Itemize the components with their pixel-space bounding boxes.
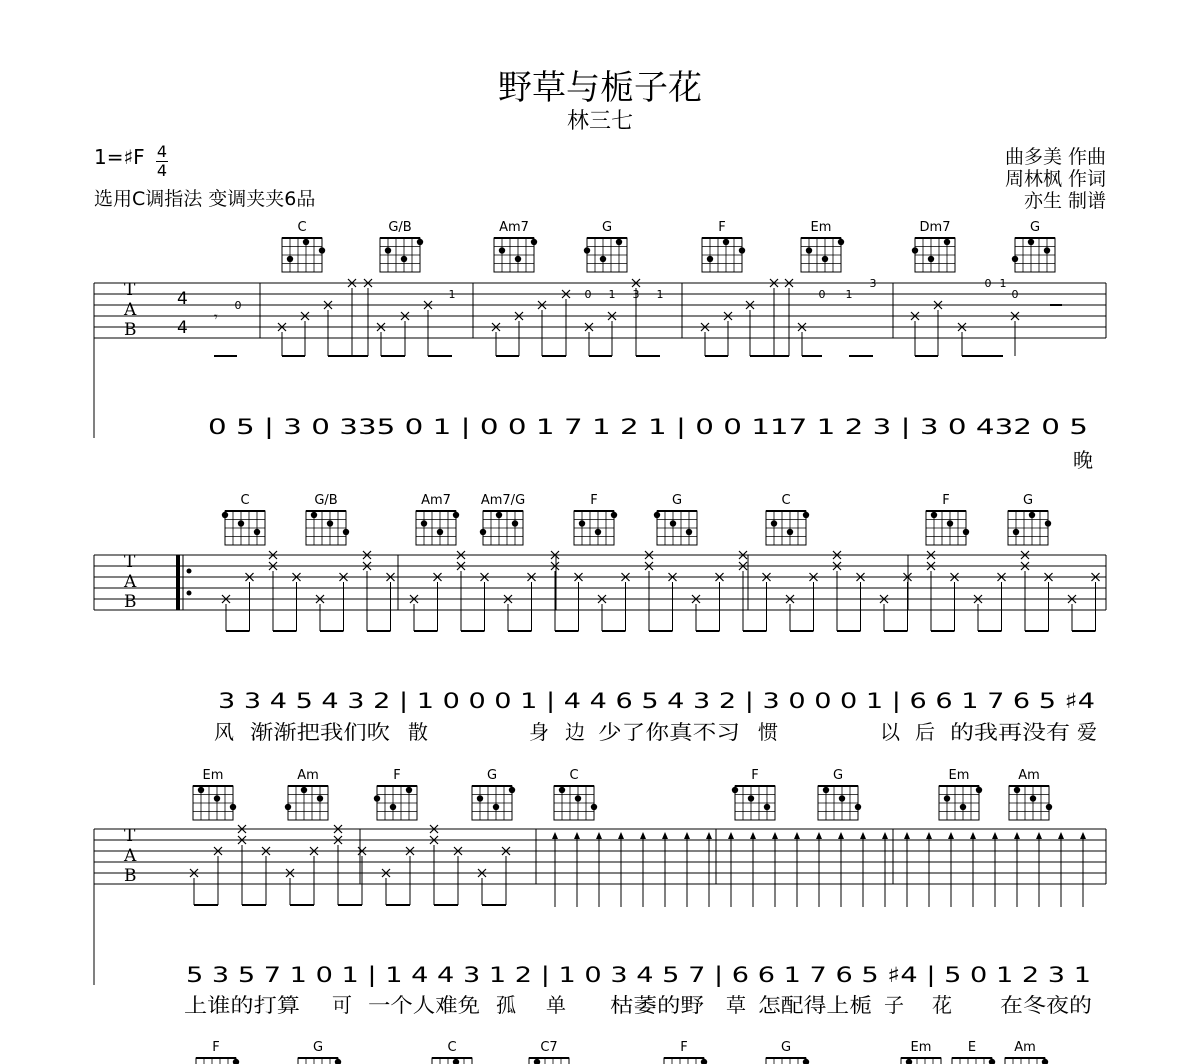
tab-fret-number: 0 [234,299,242,312]
strum-arrow-icon [706,832,712,839]
chord-dot [406,787,412,793]
chord-name: Am7 [499,220,529,235]
strum-arrow-icon [750,832,756,839]
chord-dot [600,256,606,262]
lyric-line-1-0: 晚 [1073,448,1093,472]
tab-fret-number: 1 [656,288,664,301]
repeat-dot [187,591,192,596]
chord-dot [285,804,291,810]
lyric-line-3-0: 上谁的打算 [184,993,300,1017]
lyric-line-3-1: 可 [332,993,352,1017]
tab-fret-number: 1 [448,288,456,301]
chord-dot [944,239,950,245]
lyric-line-3-3: 孤 [496,993,516,1017]
chord-dot [591,804,597,810]
chord-name: G [1029,220,1041,235]
arranger-credit: 亦生 制谱 [1023,190,1106,212]
chord-dot [1029,512,1035,518]
chord-dot [238,520,244,526]
strum-arrow-icon [728,832,734,839]
chord-dot [515,256,521,262]
tab-fret-number: 1 [999,277,1007,290]
chord-dot [499,247,505,253]
chord-name: Am7/G [480,493,526,508]
chord-dot [385,247,391,253]
chord-name: G [1022,493,1034,508]
chord-dot [1046,804,1052,810]
chord-dot [512,520,518,526]
chord-dot [1013,529,1019,535]
chord-dot [559,787,565,793]
chord-dot [534,1059,540,1064]
chord-dot [686,529,692,535]
capo-note: 选用C调指法 变调夹夹6品 [94,188,316,210]
chord-name: G/B [314,493,338,508]
chord-dot [764,804,770,810]
chord-name: Am7 [421,493,451,508]
chord-name: E [967,1040,977,1055]
lyric-line-2-10: 爱 [1077,720,1097,744]
time-signature-top: 4 [156,142,168,161]
chord-name: F [942,493,950,508]
chord-dot [493,804,499,810]
chord-dot [421,520,427,526]
chord-name: F [718,220,726,235]
strum-arrow-icon [1036,832,1042,839]
strum-arrow-icon [618,832,624,839]
chord-dot [963,529,969,535]
tab-timesig-top: 4 [177,289,188,309]
chord-name: F [680,1040,688,1055]
chord-name: G [832,768,844,783]
chord-dot [654,512,660,518]
tab-fret-number: 0 [584,288,592,301]
strum-arrow-icon [596,832,602,839]
chord-name: F [212,1040,220,1055]
chord-dot [390,804,396,810]
strum-arrow-icon [948,832,954,839]
chord-dot [480,529,486,535]
chord-dot [335,1059,341,1064]
strum-arrow-icon [684,832,690,839]
tab-fret-number: 3 [869,277,877,290]
chord-dot [806,247,812,253]
song-title: 野草与栀子花 [498,68,702,108]
chord-dot [803,512,809,518]
chord-dot [823,787,829,793]
lyric-line-2-5: 少了你真不习 [598,720,740,744]
strum-arrow-icon [970,832,976,839]
chord-name: C [569,768,579,783]
chord-dot [222,512,228,518]
chord-dot [822,256,828,262]
lyric-line-2-2: 散 [408,720,428,744]
chord-dot [707,256,713,262]
strum-arrow-icon [1080,832,1086,839]
chord-dot [509,787,515,793]
chord-dot [233,1059,239,1064]
chord-name: C [781,493,791,508]
chord-dot [287,256,293,262]
chord-dot [343,529,349,535]
tab-clef-letter: T [124,826,136,846]
chord-name: Am [297,768,319,783]
chord-dot [327,520,333,526]
chord-dot [670,520,676,526]
tab-clef-letter: A [124,572,137,592]
chord-dot [303,239,309,245]
chord-dot [401,256,407,262]
jianpu-line-1: 0 5 | 3 0 335 0 1 | 0 0 1 7 1 2 1 | 0 0 117 1 2 3 | 3 0 432 0 5 [208,415,838,439]
tab-eighth-rest: 𝄾 [214,309,218,326]
chord-name: G [780,1040,792,1055]
chord-name: Em [948,768,970,783]
chord-name: G [671,493,683,508]
jianpu-line-2: 3 3 4 5 4 3 2 | 1 0 0 0 1 | 4 4 6 5 4 3 2 | 3 0 0 0 1 | 6 6 1 7 6 5 ♯4 [218,689,898,713]
lyric-line-2-6: 惯 [758,720,778,744]
lyricist-credit: 周林枫 作词 [1004,168,1106,190]
chord-dot [803,1059,809,1064]
tab-fret-number: 1 [845,288,853,301]
lyric-line-3-10: 在冬夜的 [1000,993,1092,1017]
chord-name: C [447,1040,457,1055]
strum-arrow-icon [662,832,668,839]
chord-dot [739,247,745,253]
tab-clef-letter: B [124,592,137,612]
chord-dot [198,787,204,793]
chord-dot [931,512,937,518]
chord-dot [944,795,950,801]
repeat-thick-bar [176,555,180,610]
strum-arrow-icon [882,832,888,839]
lyric-line-2-3: 身 [529,720,549,744]
tab-fret-number: 1 [608,288,616,301]
strum-arrow-icon [860,832,866,839]
strum-arrow-icon [640,832,646,839]
chord-name: Em [202,768,224,783]
lyric-line-2-8: 后 [915,720,935,744]
lyric-line-2-1: 渐渐把我们吹 [250,720,390,744]
strum-arrow-icon [772,832,778,839]
chord-name: F [393,768,401,783]
chord-name: Em [910,1040,932,1055]
chord-dot [1044,247,1050,253]
lyric-line-3-7: 怎配得上栀 [758,993,872,1017]
chord-dot [839,795,845,801]
chord-name: C7 [540,1040,558,1055]
chord-name: Em [810,220,832,235]
chord-dot [575,795,581,801]
chord-dot [611,512,617,518]
tab-clef-letter: A [124,300,137,320]
lyric-line-3-8: 子 [884,993,904,1017]
jianpu-line-3: 5 3 5 7 1 0 1 | 1 4 4 3 1 2 | 1 0 3 4 5 7 | 6 6 1 7 6 5 ♯4 | 5 0 1 2 3 1 [186,963,886,987]
chord-name: C [240,493,250,508]
strum-arrow-icon [838,832,844,839]
chord-dot [732,787,738,793]
chord-dot [1028,239,1034,245]
tab-clef-letter: B [124,320,137,340]
chord-dot [595,529,601,535]
chord-dot [254,529,260,535]
composer-credit: 曲多美 作曲 [1004,146,1106,168]
lyric-line-3-9: 花 [932,993,952,1017]
tab-fret-number: 0 [984,277,992,290]
lyric-line-2-4: 边 [565,720,585,744]
chord-dot [311,512,317,518]
chord-name: F [590,493,598,508]
tab-clef-letter: T [124,552,136,572]
strum-arrow-icon [574,832,580,839]
chord-dot [1030,795,1036,801]
lyric-line-3-5: 枯萎的野 [610,993,704,1017]
chord-dot [928,256,934,262]
chord-dot [317,795,323,801]
strum-arrow-icon [1014,832,1020,839]
chord-dot [477,795,483,801]
chord-dot [437,529,443,535]
tab-timesig-bottom: 4 [177,318,188,338]
key-signature: 1=♯F [94,145,145,169]
chord-dot [230,804,236,810]
chord-dot [1045,520,1051,526]
chord-dot [723,239,729,245]
chord-name: C [297,220,307,235]
repeat-dot [187,569,192,574]
strum-arrow-icon [794,832,800,839]
tab-fret-number: 0 [1011,288,1019,301]
strum-arrow-icon [1058,832,1064,839]
chord-dot [1042,1059,1048,1064]
chord-name: Dm7 [919,220,951,235]
chord-dot [1014,787,1020,793]
chord-dot [906,1059,912,1064]
chord-name: G [601,220,613,235]
tab-clef-letter: B [124,866,137,886]
strum-arrow-icon [926,832,932,839]
singer-name: 林三七 [566,109,633,134]
chord-dot [319,247,325,253]
chord-dot [787,529,793,535]
chord-dot [301,787,307,793]
chord-name: Am [1014,1040,1036,1055]
chord-dot [1012,256,1018,262]
chord-dot [912,247,918,253]
chord-dot [453,1059,459,1064]
chord-dot [374,795,380,801]
strum-arrow-icon [816,832,822,839]
chord-dot [417,239,423,245]
chord-dot [960,804,966,810]
lyric-line-3-6: 草 [726,993,746,1017]
strum-arrow-icon [904,832,910,839]
chord-dot [616,239,622,245]
chord-dot [584,247,590,253]
strum-arrow-icon [552,832,558,839]
lyric-line-2-9: 的我再没有 [950,720,1070,744]
strum-arrow-icon [992,832,998,839]
chord-dot [748,795,754,801]
time-signature-bottom: 4 [156,161,168,180]
chord-dot [976,787,982,793]
chord-name: G [312,1040,324,1055]
chord-dot [579,520,585,526]
tab-fret-number: 0 [818,288,826,301]
lyric-line-3-2: 一个人难免 [368,993,480,1017]
chord-dot [453,512,459,518]
lyric-line-2-0: 风 [214,720,234,744]
lyric-line-3-4: 单 [546,993,566,1017]
chord-name: F [751,768,759,783]
chord-name: G [486,768,498,783]
lyrics-lines [184,448,1097,1017]
chord-dot [947,520,953,526]
chord-dot [214,795,220,801]
tab-fret-number: 3 [632,288,640,301]
tab-clef-letter: T [124,280,136,300]
chord-name: Am [1018,768,1040,783]
lyric-line-2-7: 以 [880,720,900,744]
chord-name: G/B [388,220,412,235]
tab-staves [94,280,1106,985]
chord-dot [701,1059,707,1064]
tab-clef-letter: A [124,846,137,866]
chord-dot [496,512,502,518]
chord-dot [855,804,861,810]
chord-dot [771,520,777,526]
chord-diagrams [193,220,1055,1064]
chord-dot [989,1059,995,1064]
chord-dot [531,239,537,245]
chord-dot [838,239,844,245]
